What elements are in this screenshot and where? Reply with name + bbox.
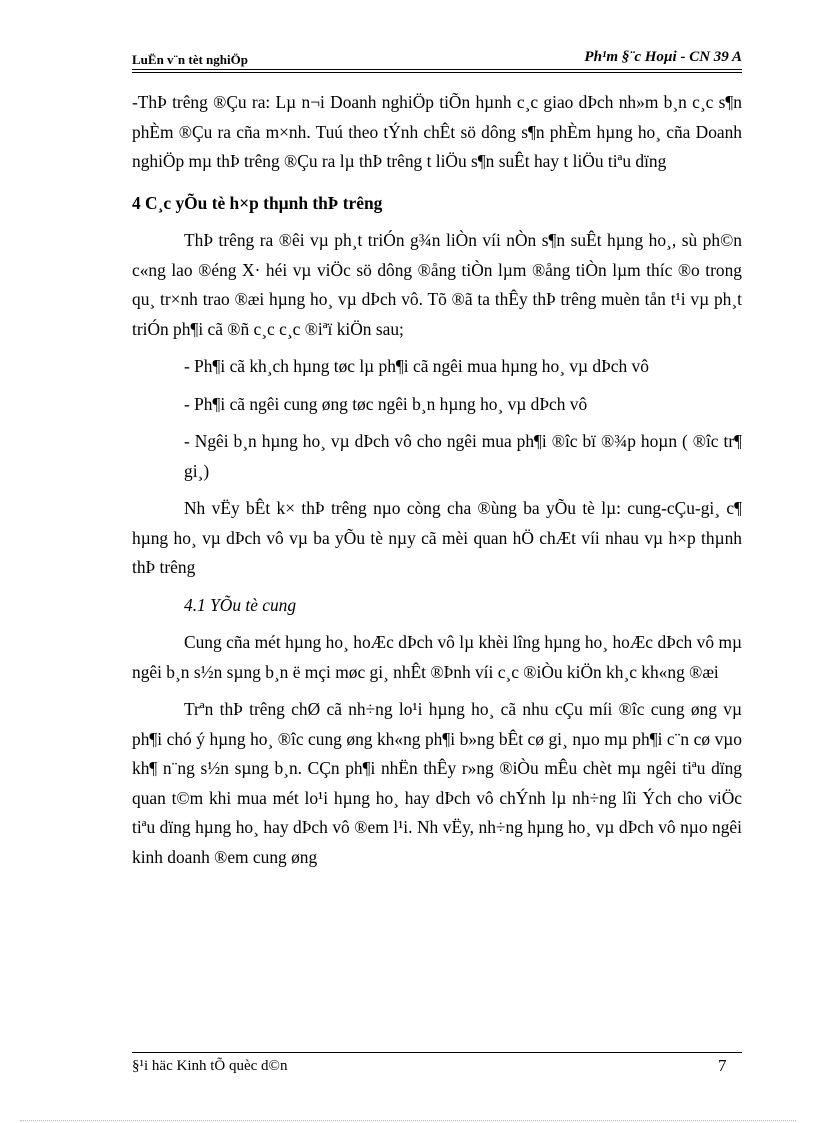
footer-rule: [132, 1052, 742, 1053]
thesis-title: LuËn v¨n tèt nghiÖp: [132, 52, 248, 67]
bullet-item-buyers: - Ph¶i cã kh¸ch hµng tøc lµ ph¶i cã ngêi mua hµng ho¸ vµ dÞch vô: [184, 356, 649, 376]
paragraph-market-development: ThÞ trêng ra ®êi vµ ph¸t triÓn g¾n liÒn víi nÒn s¶n suÊt hµng ho¸, sù ph©n c«ng lao ®éng X· héi vµ viÖc sö dông ®ång tiÒn lµm ®ång tiÒn lµm thíc ®o trong qu¸ tr×nh trao ®æi hµng ho¸ vµ dÞch vô. Tõ ®ã ta thÊy thÞ trêng muèn tån t¹i vµ ph¸t triÓn ph¶i cã ®ñ c¸c c¸c ®iªï kiÖn sau;: [132, 230, 742, 339]
header-rule: [132, 69, 742, 70]
paragraph-three-elements: Nh vËy bÊt k× thÞ trêng nµo còng cha ®ùng ba yÕu tè lµ: cung-cÇu-gi¸ c¶ hµng ho¸ vµ dÞch vô vµ ba yÕu tè nµy cã mèi quan hÖ chÆt víi nhau vµ h×p thµnh thÞ trêng: [132, 498, 742, 577]
paragraph-supply-definition: Cung cña mét hµng ho¸ hoÆc dÞch vô lµ khèi lîng hµng ho¸ hoÆc dÞch vô mµ ngêi b¸n s½n sµng b¸n ë mçi møc gi¸ nhÊt ®Þnh víi c¸c ®iÒu kiÖn kh¸c kh«ng ®æi: [132, 632, 742, 682]
page-number: 7: [718, 1056, 727, 1075]
author-class: Ph¹m §¨c Hoµi - CN 39 A: [584, 49, 742, 65]
header-rule-double: [132, 72, 742, 73]
university-name: §¹i häc Kinh tÕ quèc d©n: [132, 1058, 288, 1074]
page-header: [132, 46, 742, 70]
page-body: [132, 88, 742, 872]
paragraph-supply-market: Trªn thÞ trêng chØ cã nh÷ng lo¹i hµng ho¸ cã nhu cÇu míi ®îc cung øng vµ ph¶i chó ý hµng ho¸ ®îc cung øng kh«ng ph¶i b»ng bÊt cø gi¸ nµo mµ ph¶i c¨n cø vµo kh¶ n¨ng s½n sµng b¸n. CÇn ph¶i nhËn thÊy r»ng ®iÒu mÊu chèt mµ ngêi tiªu dïng quan t©m khi mua mét lo¹i hµng ho¸ hay dÞch vô chÝnh lµ nh÷ng lîi Ých cho viÖc tiªu dïng hµng ho¸ hay dÞch vô ®em l¹i. Nh vËy, nh÷ng hµng ho¸ vµ dÞch vô nµo ngêi kinh doanh ®em cung øng: [132, 699, 742, 867]
page-edge-dotted-line: [20, 1120, 796, 1121]
bullet-item-sellers: - Ph¶i cã ngêi cung øng tøc ngêi b¸n hµng ho¸ vµ dÞch vô: [184, 393, 588, 414]
subsection-heading-4-1: 4.1 YÕu tè cung: [184, 594, 297, 615]
bullet-item-compensation: - Ngêi b¸n hµng ho¸ vµ dÞch vô cho ngêi mua ph¶i ®îc bï ®¾p hoµn ( ®îc tr¶ gi¸): [184, 431, 742, 481]
section-heading-4: 4 C¸c yÕu tè h×p thµnh thÞ trêng: [132, 192, 383, 213]
paragraph-output-market: -ThÞ trêng ®Çu ra: Lµ n¬i Doanh nghiÖp tiÕn hµnh c¸c giao dÞch nh»m b¸n c¸c s¶n phÈm ®Çu ra cña m×nh. Tuú theo tÝnh chÊt sö dông s¶n phÈm hµng ho¸ cña Doanh nghiÖp mµ thÞ trêng ®Çu ra lµ thÞ trêng t liÖu s¶n suÊt hay t liÖu tiªu dïng: [132, 92, 742, 171]
